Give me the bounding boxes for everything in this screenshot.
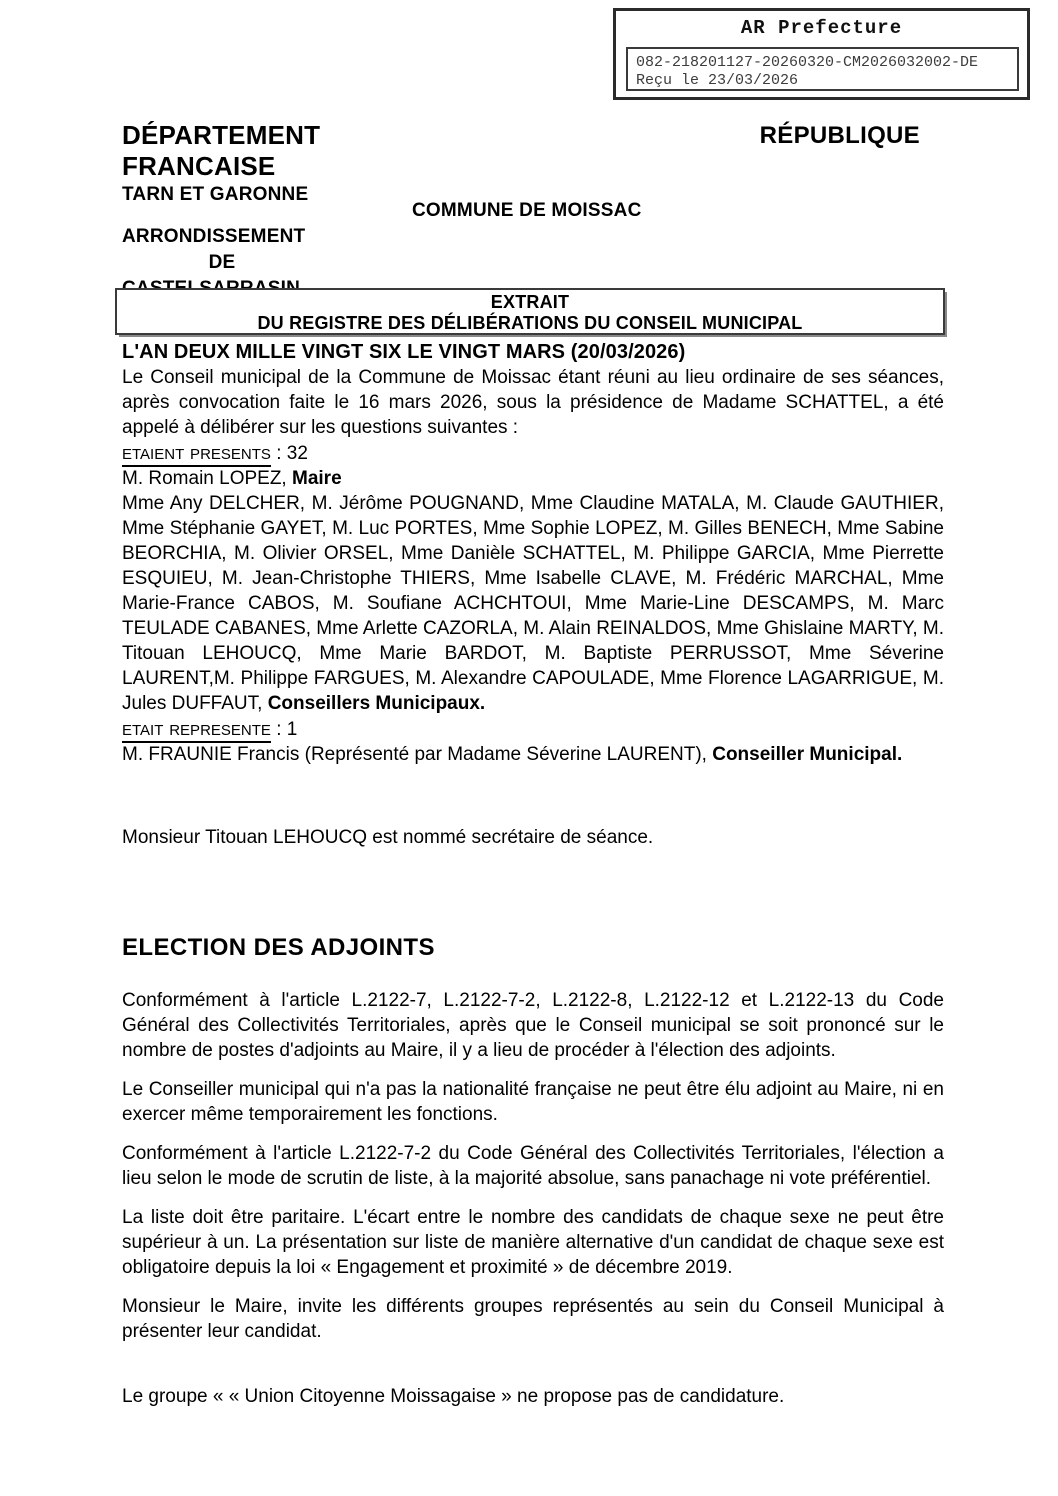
paragraph-4: La liste doit être paritaire. L'écart entre le nombre des candidats de chaque sexe ne peut être supérieur à un. La présentation sur liste de manière alternative d'un candidat de chaque sexe est obligatoire depuis la loi « Engagement et proximité » de décembre 2019. (122, 1207, 944, 1278)
represente-label: etait represente (122, 717, 271, 743)
stamp-received-date: Reçu le 23/03/2026 (636, 72, 799, 89)
stamp-title: AR Prefecture (740, 17, 903, 39)
presents-heading (122, 440, 944, 466)
department-header-block (122, 120, 452, 302)
stamp-reference: 082-218201127-20260320-CM2026032002-DE (636, 54, 979, 71)
presents-count: : 32 (276, 443, 308, 464)
arrondissement-label: ARRONDISSEMENT (122, 226, 306, 247)
extrait-subtitle: DU REGISTRE DES DÉLIBÉRATIONS DU CONSEIL MUNICIPAL (257, 313, 803, 333)
maire-name: M. Romain LOPEZ, (122, 468, 292, 489)
maire-line (122, 466, 944, 491)
councillors-names: Mme Any DELCHER, M. Jérôme POUGNAND, Mme Claudine MATALA, M. Claude GAUTHIER, Mme Stéphanie GAYET, M. Luc PORTES, Mme Sophie LOPEZ, M. Gilles BENECH, Mme Sabine BEORCHIA, M. Olivier ORSEL, Mme Danièle SCHATTEL, M. Philippe GARCIA, Mme Pierrette ESQUIEU, M. Jean-Christophe THIERS, Mme Isabelle CLAVE, M. Frédéric MARCHAL, Mme Marie-France CABOS, M. Soufiane ACHCHTOUI, Mme Marie-Line DESCAMPS, M. Marc TEULADE CABANES, Mme Arlette CAZORLA, M. Alain REINALDOS, Mme Ghislaine MARTY, M. Titouan LEHOUCQ, Mme Marie BARDOT, M. Baptiste PERRUSSOT, Mme Séverine LAURENT,M. Philippe FARGUES, M. Alexandre CAPOULADE, Mme Florence LAGARRIGUE, M. Jules DUFFAUT, (122, 493, 944, 714)
extrait-box (115, 288, 945, 335)
represente-role: Conseiller Municipal. (712, 744, 903, 765)
councillors-role: Conseillers Municipaux. (267, 693, 486, 714)
presents-label: etaient presents (122, 441, 271, 467)
represente-heading (122, 716, 944, 742)
paragraph-1: Conformément à l'article L.2122-7, L.2122-7-2, L.2122-8, L.2122-12 et L.2122-13 du Code Général des Collectivités Territoriales, après que le Conseil municipal se soit prononcé sur le nombre de postes d'adjoints au Maire, il y a lieu de procéder à l'élection des adjoints. (122, 990, 944, 1061)
paragraph-6: Le groupe « « Union Citoyenne Moissagaise » ne propose pas de candidature. (122, 1386, 785, 1407)
paragraph-5: Monsieur le Maire, invite les différents groupes représentés au sein du Conseil Municipal à présenter leur candidat. (122, 1296, 944, 1342)
arrondissement-de: DE (208, 252, 236, 273)
department-name: TARN ET GARONNE (122, 184, 309, 205)
department-label-line2: FRANCAISE (122, 151, 276, 181)
secretary-paragraph: Monsieur Titouan LEHOUCQ est nommé secrétaire de séance. (122, 827, 654, 848)
intro-paragraph: Le Conseil municipal de la Commune de Moissac étant réuni au lieu ordinaire de ses séances, après convocation faite le 16 mars 2026, sous la présidence de Madame SCHATTEL, a été appelé à délibérer sur les questions suivantes : (122, 367, 944, 438)
extrait-title: EXTRAIT (490, 292, 570, 312)
maire-role: Maire (292, 468, 342, 489)
represente-name: M. FRAUNIE Francis (Représenté par Madame Séverine LAURENT), (122, 744, 713, 765)
deliberation-date-title: L'AN DEUX MILLE VINGT SIX LE VINGT MARS (20/03/2026) (122, 341, 686, 363)
represente-line (122, 742, 944, 767)
document-body (122, 340, 944, 1409)
ar-prefecture-stamp (613, 8, 1030, 100)
paragraph-2: Le Conseiller municipal qui n'a pas la nationalité française ne peut être élu adjoint au Maire, ni en exercer même temporairement les fonctions. (122, 1079, 944, 1125)
republique-label: RÉPUBLIQUE (759, 122, 920, 149)
department-label-line1: DÉPARTEMENT (122, 120, 321, 150)
stamp-details-box (626, 47, 1019, 91)
represente-count: : 1 (276, 719, 298, 740)
paragraph-3: Conformément à l'article L.2122-7-2 du Code Général des Collectivités Territoriales, l'élection a lieu selon le mode de scrutin de liste, à la majorité absolue, sans panachage ni vote préférentiel. (122, 1143, 944, 1189)
commune-label: COMMUNE DE MOISSAC (412, 200, 642, 221)
councillors-list (122, 491, 944, 716)
section-title-election-des-adjoints: ELECTION DES ADJOINTS (122, 934, 435, 961)
